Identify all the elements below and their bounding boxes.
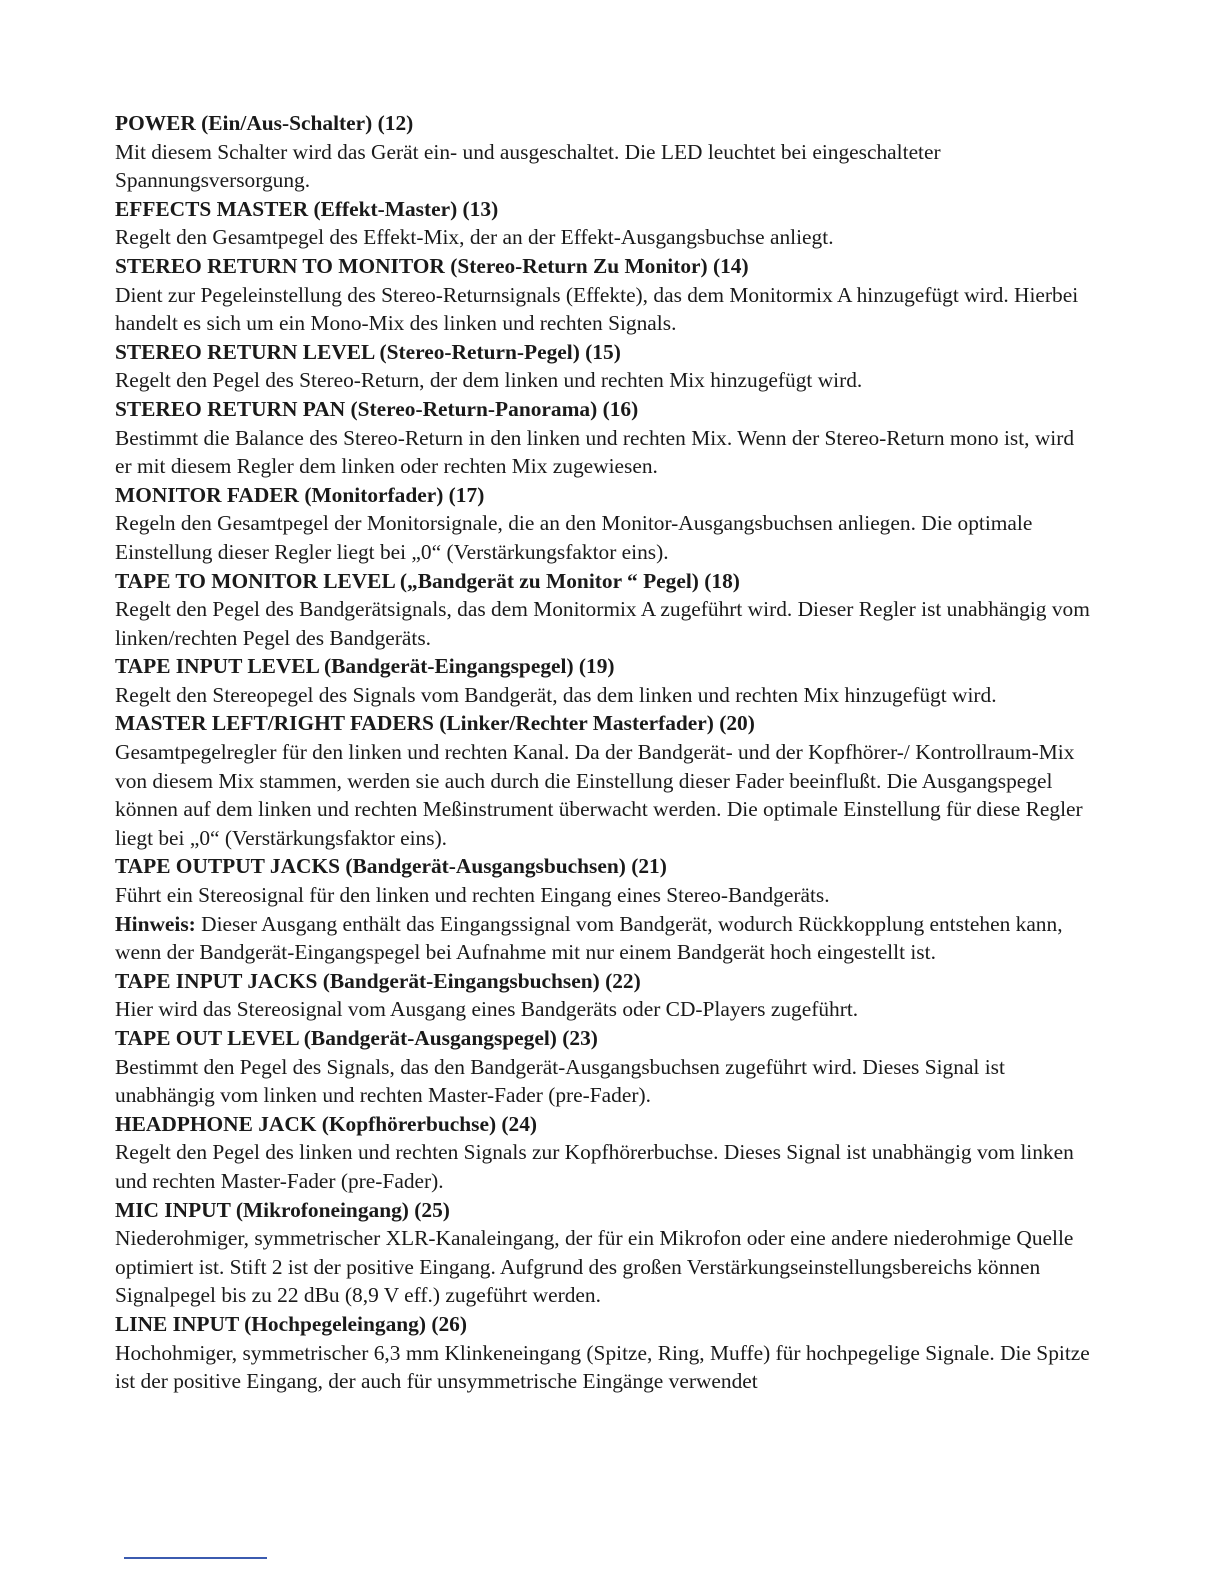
entry-tape-output-jacks [115,852,1095,966]
entry-text: Führt ein Stereosignal für den linken und rechten Eingang eines Stereo-Bandgeräts. [115,883,830,908]
note-label: Hinweis: [115,911,196,936]
entry-text: Bestimmt die Balance des Stereo-Return in den linken und rechten Mix. Wenn der Stereo-Return mono ist, wird er mit diesem Regler dem linken oder rechten Mix zugewiesen. [115,425,1075,479]
entry-text: Gesamtpegelregler für den linken und rechten Kanal. Da der Bandgerät- und der Kopfhörer-/ Kontrollraum-Mix von diesem Mix stammen, werden sie auch durch die Einstellung dieser Fader beeinflußt. Die Ausgangspegel können auf dem linken und rechten Meßinstrument überwacht werden. Die optimale Einstellung für diese Regler liegt bei „0“ (Verstärkungsfaktor eins). [115,740,1083,850]
entry-heading: MONITOR FADER (Monitorfader) (17) [115,482,485,507]
entry-tape-out-level [115,1024,1095,1110]
entry-heading: LINE INPUT (Hochpegeleingang) (26) [115,1311,467,1336]
entry-text: Regelt den Pegel des Bandgerätsignals, das dem Monitormix A zugeführt wird. Dieser Regler ist unabhängig vom linken/rechten Pegel des Bandgeräts. [115,597,1090,650]
entry-heading: POWER (Ein/Aus-Schalter) (12) [115,111,414,135]
entry-heading: MASTER LEFT/RIGHT FADERS (Linker/Rechter Masterfader) (20) [115,711,755,736]
entry-heading: EFFECTS MASTER (Effekt-Master) (13) [115,196,499,221]
entry-heading: HEADPHONE JACK (Kopfhörerbuchse) (24) [115,1111,538,1136]
entry-heading: STEREO RETURN PAN (Stereo-Return-Panorama) (16) [115,396,639,421]
entry-heading: TAPE TO MONITOR LEVEL („Bandgerät zu Monitor “ Pegel) (18) [115,568,740,593]
entry-tape-input-level [115,652,1095,709]
entry-text: Regelt den Gesamtpegel des Effekt-Mix, der an der Effekt-Ausgangsbuchse anliegt. [115,225,834,250]
entry-headphone-jack [115,1110,1095,1196]
entry-heading: TAPE OUTPUT JACKS (Bandgerät-Ausgangsbuchsen) (21) [115,854,667,879]
entry-text: Hier wird das Stereosignal vom Ausgang eines Bandgeräts oder CD-Players zugeführt. [115,997,859,1022]
entry-power [115,109,1095,195]
entry-text: Regelt den Stereopegel des Signals vom Bandgerät, das dem linken und rechten Mix hinzugefügt wird. [115,682,997,707]
entry-stereo-return-level [115,338,1095,395]
entry-text: Niederohmiger, symmetrischer XLR-Kanaleingang, der für ein Mikrofon oder eine andere niederohmige Quelle optimiert ist. Stift 2 ist der positive Eingang. Aufgrund des großen Verstärkungseinstellungsbereichs können Signalpegel bis zu 22 dBu (8,9 V eff.) zugeführt werden. [115,1226,1074,1308]
entry-monitor-fader [115,481,1095,567]
document-body [115,109,1095,1396]
entry-heading: TAPE OUT LEVEL (Bandgerät-Ausgangspegel) (23) [115,1026,598,1050]
entry-mic-input [115,1196,1095,1310]
entry-line-input [115,1310,1095,1396]
entry-text: Regeln den Gesamtpegel der Monitorsignale, die an den Monitor-Ausgangsbuchsen anliegen. Die optimale Einstellung dieser Regler liegt bei „0“ (Verstärkungsfaktor eins). [115,511,1033,564]
entry-effects-master [115,195,1095,252]
entry-heading: MIC INPUT (Mikrofoneingang) (25) [115,1197,450,1222]
entry-heading: TAPE INPUT LEVEL (Bandgerät-Eingangspegel) (19) [115,654,615,679]
entry-text: Bestimmt den Pegel des Signals, das den Bandgerät-Ausgangsbuchsen zugeführt wird. Dieses Signal ist unabhängig vom linken und rechten Master-Fader (pre-Fader). [115,1054,1005,1108]
entry-heading: STEREO RETURN LEVEL (Stereo-Return-Pegel) (15) [115,339,621,364]
entry-note [115,910,1095,967]
footnote-divider [124,1557,267,1559]
entry-text: Mit diesem Schalter wird das Gerät ein- und ausgeschaltet. Die LED leuchtet bei eingeschalteter Spannungsversorgung. [115,139,941,193]
entry-stereo-return-pan [115,395,1095,481]
entry-text: Dient zur Pegeleinstellung des Stereo-Returnsignals (Effekte), das dem Monitormix A hinzugefügt wird. Hierbei handelt es sich um ein Mono-Mix des linken und rechten Signals. [115,282,1079,336]
entry-tape-to-monitor-level [115,567,1095,653]
entry-text: Regelt den Pegel des linken und rechten Signals zur Kopfhörerbuchse. Dieses Signal ist unabhängig vom linken und rechten Master-Fader (pre-Fader). [115,1140,1074,1193]
entry-text: Hochohmiger, symmetrischer 6,3 mm Klinkeneingang (Spitze, Ring, Muffe) für hochpegelige Signale. Die Spitze ist der positive Eingang, der auch für unsymmetrische Eingänge verwendet [115,1340,1090,1394]
entry-text: Regelt den Pegel des Stereo-Return, der dem linken und rechten Mix hinzugefügt wird. [115,368,863,393]
entry-heading: STEREO RETURN TO MONITOR (Stereo-Return Zu Monitor) (14) [115,253,749,278]
entry-stereo-return-to-monitor [115,252,1095,338]
entry-heading: TAPE INPUT JACKS (Bandgerät-Eingangsbuchsen) (22) [115,968,641,993]
note-text: Dieser Ausgang enthält das Eingangssignal vom Bandgerät, wodurch Rückkopplung entstehen kann, wenn der Bandgerät-Eingangspegel bei Aufnahme mit nur einem Bandgerät hoch eingestellt ist. [115,911,1063,965]
entry-master-faders [115,709,1095,852]
entry-tape-input-jacks [115,967,1095,1024]
